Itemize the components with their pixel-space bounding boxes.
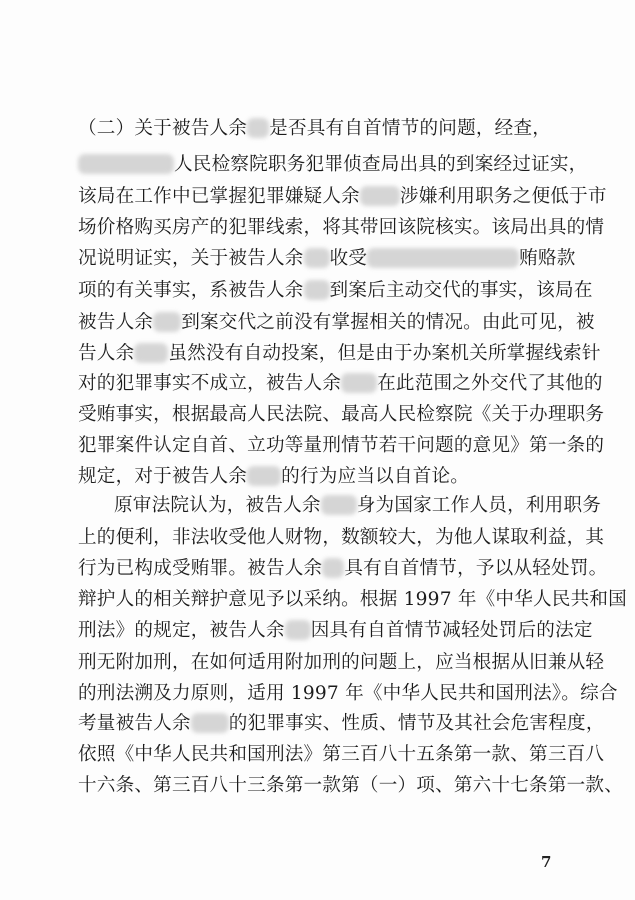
text-segment: 上的便利，非法收受他人财物，数额较大，为他人谋取利益，其 xyxy=(78,527,605,548)
text-segment: 规定，对于被告人余 xyxy=(78,466,248,487)
text-line xyxy=(78,277,593,305)
text-segment: 十六条、第三百八十三条第一款第（一）项、第六十七条第一款、 xyxy=(78,775,624,796)
text-segment: 项的有关事实，系被告人余 xyxy=(78,280,304,301)
text-segment: 到案交代之前没有掌握相关的情况。由此可见，被 xyxy=(181,312,595,333)
text-segment: 行为已构成受贿罪。被告人余 xyxy=(78,558,323,579)
text-line xyxy=(78,432,605,460)
text-segment: 是否具有自首情节的问题，经查， xyxy=(269,118,552,139)
text-segment: 被告人余 xyxy=(78,312,154,333)
redaction-mark xyxy=(191,713,229,733)
text-segment: 收受 xyxy=(329,248,368,269)
text-segment: 况说明证实，关于被告人余 xyxy=(78,248,304,269)
redaction-mark xyxy=(304,280,330,300)
text-segment: 到案后主动交代的事实，该局在 xyxy=(329,280,593,301)
text-line xyxy=(78,183,607,211)
text-line xyxy=(78,617,593,645)
text-line xyxy=(78,245,576,273)
text-segment: （二）关于被告人余 xyxy=(78,118,248,139)
text-segment: 犯罪案件认定自首、立功等量刑情节若干问题的意见》第一条的 xyxy=(78,435,605,456)
redaction-mark xyxy=(322,558,344,578)
text-line xyxy=(78,741,605,769)
text-line xyxy=(78,115,556,143)
text-segment: 在此范围之外交代了其他的 xyxy=(377,373,603,394)
text-segment: 考量被告人余 xyxy=(78,713,191,734)
text-segment: 刑无附加刑，在如何适用附加刑的问题上，应当根据从旧兼从轻 xyxy=(78,652,605,673)
text-segment: 对的犯罪事实不成立，被告人余 xyxy=(78,373,342,394)
text-segment: 场价格购买房产的犯罪线索，将其带回该院核实。该局出具的情 xyxy=(78,217,605,238)
redaction-mark xyxy=(321,495,357,515)
text-segment: 具有自首情节，予以从轻处罚。 xyxy=(344,558,608,579)
text-line xyxy=(78,649,605,677)
text-line xyxy=(78,309,595,337)
text-line xyxy=(78,463,556,491)
text-segment: 涉嫌利用职务之便低于市 xyxy=(399,186,607,207)
redaction-mark xyxy=(341,373,377,393)
redaction-mark xyxy=(247,118,269,138)
text-segment: 的行为应当以自首论。 xyxy=(281,466,470,487)
text-line xyxy=(78,680,618,708)
text-segment: 人民检察院职务犯罪侦查局出具的到案经过证实， xyxy=(174,154,588,175)
redaction-mark xyxy=(360,186,400,206)
text-segment: 的刑法溯及力原则，适用 1997 年《中华人民共和国刑法》。综合 xyxy=(78,683,618,704)
text-line xyxy=(78,710,605,738)
text-segment: 告人余 xyxy=(78,343,135,364)
text-segment: 虽然没有自动投案，但是由于办案机关所掌握线索针 xyxy=(168,343,601,364)
text-segment: 贿赂款 xyxy=(519,248,576,269)
text-line xyxy=(78,370,603,398)
text-segment: 该局在工作中已掌握犯罪嫌疑人余 xyxy=(78,186,360,207)
redaction-mark xyxy=(304,248,330,268)
text-line xyxy=(78,151,588,179)
text-segment: 的犯罪事实、性质、情节及其社会危害程度， xyxy=(228,713,605,734)
redaction-mark xyxy=(78,154,174,174)
text-segment: 依照《中华人民共和国刑法》第三百八十五条第一款、第三百八 xyxy=(78,744,605,765)
redaction-mark xyxy=(153,312,181,332)
redaction-mark xyxy=(367,248,519,268)
text-line xyxy=(114,492,602,520)
text-segment: 身为国家工作人员，利用职务 xyxy=(356,495,602,516)
text-line xyxy=(78,772,624,800)
text-line xyxy=(78,524,605,552)
text-segment: 因具有自首情节减轻处罚后的法定 xyxy=(310,620,593,641)
redaction-mark xyxy=(134,343,168,363)
text-line xyxy=(78,214,605,242)
text-segment: 辩护人的相关辩护意见予以采纳。根据 1997 年《中华人民共和国 xyxy=(78,589,627,610)
text-line xyxy=(78,340,601,368)
text-segment: 原审法院认为，被告人余 xyxy=(114,495,321,516)
text-segment: 刑法》的规定，被告人余 xyxy=(78,620,285,641)
text-line xyxy=(78,401,605,429)
page-number: 7 xyxy=(541,853,552,871)
redaction-mark xyxy=(285,620,311,640)
text-line xyxy=(78,555,608,583)
redaction-mark xyxy=(247,466,281,486)
text-line xyxy=(78,586,627,614)
text-segment: 受贿事实，根据最高人民法院、最高人民检察院《关于办理职务 xyxy=(78,404,605,425)
